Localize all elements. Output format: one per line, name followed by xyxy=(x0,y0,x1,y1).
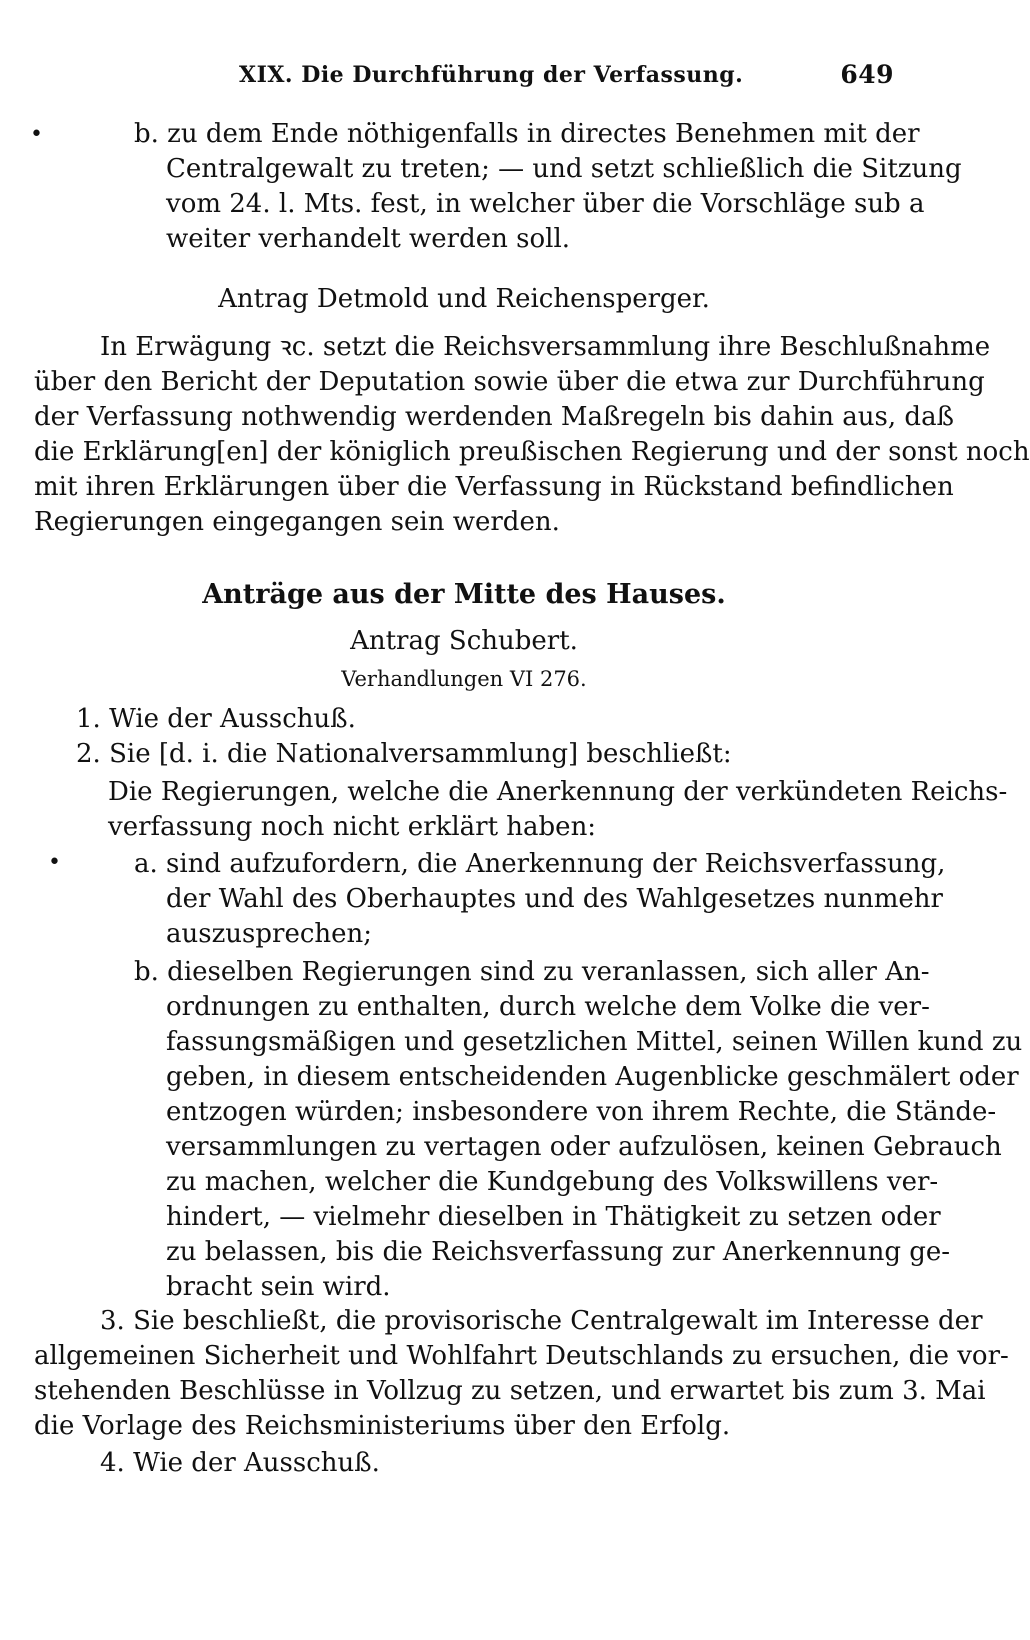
text-line: weiter verhandelt werden soll. xyxy=(166,224,571,254)
running-header xyxy=(34,54,894,94)
reference-note: Verhandlungen VI 276. xyxy=(341,667,587,691)
text-line: b. dieselben Regierungen sind zu veranlassen, sich aller An- xyxy=(134,957,930,987)
text-line: hindert, — vielmehr dieselben in Thätigkeit zu setzen oder xyxy=(166,1202,941,1232)
section-heading: Antrag Detmold und Reichensperger. xyxy=(218,284,710,314)
chapter-title: XIX. Die Durchführung der Verfassung. xyxy=(239,62,744,88)
text-line: 3. Sie beschließt, die provisorische Centralgewalt im Interesse der xyxy=(100,1306,983,1336)
text-line: b. zu dem Ende nöthigenfalls in directes Benehmen mit der xyxy=(134,119,920,149)
margin-bullet: • xyxy=(48,850,61,875)
text-line: Die Regierungen, welche die Anerkennung der verkündeten Reichs- xyxy=(108,777,1008,807)
text-line: allgemeinen Sicherheit und Wohlfahrt Deutschlands zu ersuchen, die vor- xyxy=(34,1341,1009,1371)
text-line: auszusprechen; xyxy=(166,919,373,949)
text-line: über den Bericht der Deputation sowie über die etwa zur Durchführung xyxy=(34,367,985,397)
text-line: Regierungen eingegangen sein werden. xyxy=(34,507,560,537)
text-line: entzogen würden; insbesondere von ihrem Rechte, die Stände- xyxy=(166,1097,997,1127)
text-line: der Verfassung nothwendig werdenden Maßregeln bis dahin aus, daß xyxy=(34,402,954,432)
text-line: verfassung noch nicht erklärt haben: xyxy=(108,812,597,842)
subsection-heading: Antrag Schubert. xyxy=(350,626,578,656)
text-line: zu belassen, bis die Reichsverfassung zur Anerkennung ge- xyxy=(166,1237,951,1267)
text-line: ordnungen zu enthalten, durch welche dem Volke die ver- xyxy=(166,992,930,1022)
text-line: In Erwägung ꝛc. setzt die Reichsversammlung ihre Beschlußnahme xyxy=(100,332,991,362)
text-line: geben, in diesem entscheidenden Augenblicke geschmälert oder xyxy=(166,1062,1019,1092)
text-line: vom 24. l. Mts. fest, in welcher über die Vorschläge sub a xyxy=(166,189,925,219)
text-line: mit ihren Erklärungen über die Verfassung in Rückstand befindlichen xyxy=(34,472,954,502)
text-line: die Vorlage des Reichsministeriums über den Erfolg. xyxy=(34,1411,731,1441)
page-number: 649 xyxy=(840,60,894,89)
margin-bullet: • xyxy=(30,122,43,147)
text-line: a. sind aufzufordern, die Anerkennung der Reichsverfassung, xyxy=(134,849,946,879)
list-item: 2. Sie [d. i. die Nationalversammlung] beschließt: xyxy=(76,739,732,769)
text-line: stehenden Beschlüsse in Vollzug zu setzen, und erwartet bis zum 3. Mai xyxy=(34,1376,986,1406)
list-item: 4. Wie der Ausschuß. xyxy=(100,1448,380,1478)
text-line: der Wahl des Oberhauptes und des Wahlgesetzes nunmehr xyxy=(166,884,943,914)
text-line: Centralgewalt zu treten; — und setzt schließlich die Sitzung xyxy=(166,154,962,184)
text-line: zu machen, welcher die Kundgebung des Volkswillens ver- xyxy=(166,1167,939,1197)
text-line: versammlungen zu vertagen oder aufzulösen, keinen Gebrauch xyxy=(166,1132,1002,1162)
text-line: fassungsmäßigen und gesetzlichen Mittel, seinen Willen kund zu xyxy=(166,1027,1023,1057)
text-line: die Erklärung[en] der königlich preußischen Regierung und der sonst noch xyxy=(34,437,1030,467)
section-heading: Anträge aus der Mitte des Hauses. xyxy=(202,579,726,610)
text-line: bracht sein wird. xyxy=(166,1272,391,1302)
list-item: 1. Wie der Ausschuß. xyxy=(76,704,356,734)
